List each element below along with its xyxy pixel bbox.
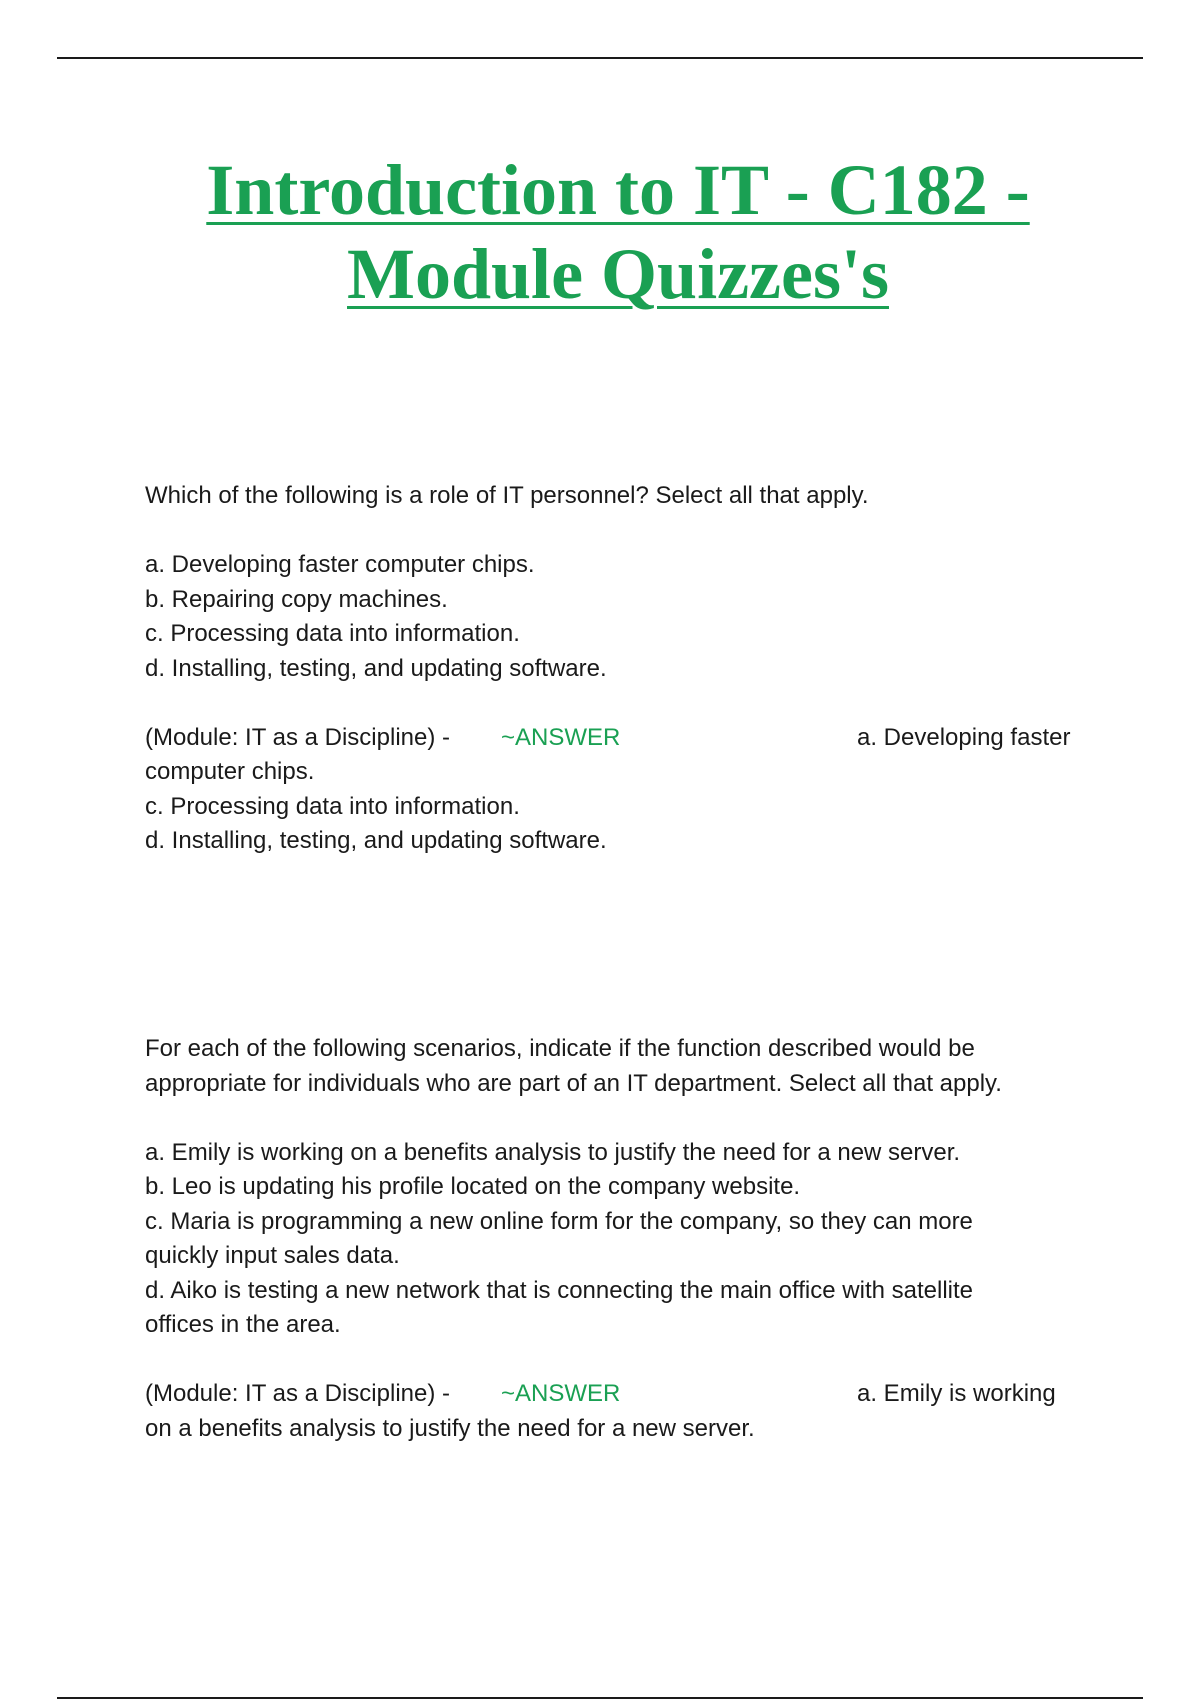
answer-first: a. Emily is working <box>857 1380 1056 1407</box>
answer-header <box>145 721 1090 756</box>
question-prompt: Which of the following is a role of IT personnel? Select all that apply. <box>145 482 869 509</box>
top-rule <box>57 57 1143 59</box>
option-d: d. Installing, testing, and updating software. <box>145 654 607 682</box>
option-d: d. Aiko is testing a new network that is connecting the main office with satellite <box>145 1276 973 1304</box>
option-a: a. Emily is working on a benefits analysis to justify the need for a new server. <box>145 1138 961 1166</box>
answer-line: c. Processing data into information. <box>145 792 520 820</box>
document-title <box>0 148 1200 316</box>
question-prompt-line: appropriate for individuals who are part of an IT department. Select all that apply. <box>145 1069 1002 1097</box>
option-a: a. Developing faster computer chips. <box>145 551 535 578</box>
title-line-2: Module Quizzes's <box>347 234 889 314</box>
option-c: c. Maria is programming a new online form for the company, so they can more <box>145 1207 973 1235</box>
answer-line: d. Installing, testing, and updating software. <box>145 827 607 854</box>
module-label: (Module: IT as a Discipline) - <box>145 1380 450 1407</box>
option-c-continued: quickly input sales data. <box>145 1242 400 1269</box>
answer-marker: ~ANSWER <box>501 1380 621 1407</box>
question-1 <box>145 479 1090 859</box>
answer-line: on a benefits analysis to justify the need for a new server. <box>145 1414 755 1442</box>
option-c: c. Processing data into information. <box>145 620 520 647</box>
answer-first: a. Developing faster <box>857 723 1071 751</box>
option-d-continued: offices in the area. <box>145 1311 341 1338</box>
option-b: b. Leo is updating his profile located on the company website. <box>145 1173 801 1200</box>
option-b: b. Repairing copy machines. <box>145 585 448 613</box>
question-prompt-line: For each of the following scenarios, indicate if the function described would be <box>145 1035 975 1062</box>
bottom-rule <box>57 1697 1143 1699</box>
answer-line: computer chips. <box>145 758 315 785</box>
answer-header <box>145 1377 1090 1412</box>
title-line-1: Introduction to IT - C182 - <box>206 150 1030 230</box>
module-label: (Module: IT as a Discipline) - <box>145 723 450 751</box>
answer-marker: ~ANSWER <box>501 723 621 751</box>
question-2 <box>145 1032 1090 1446</box>
